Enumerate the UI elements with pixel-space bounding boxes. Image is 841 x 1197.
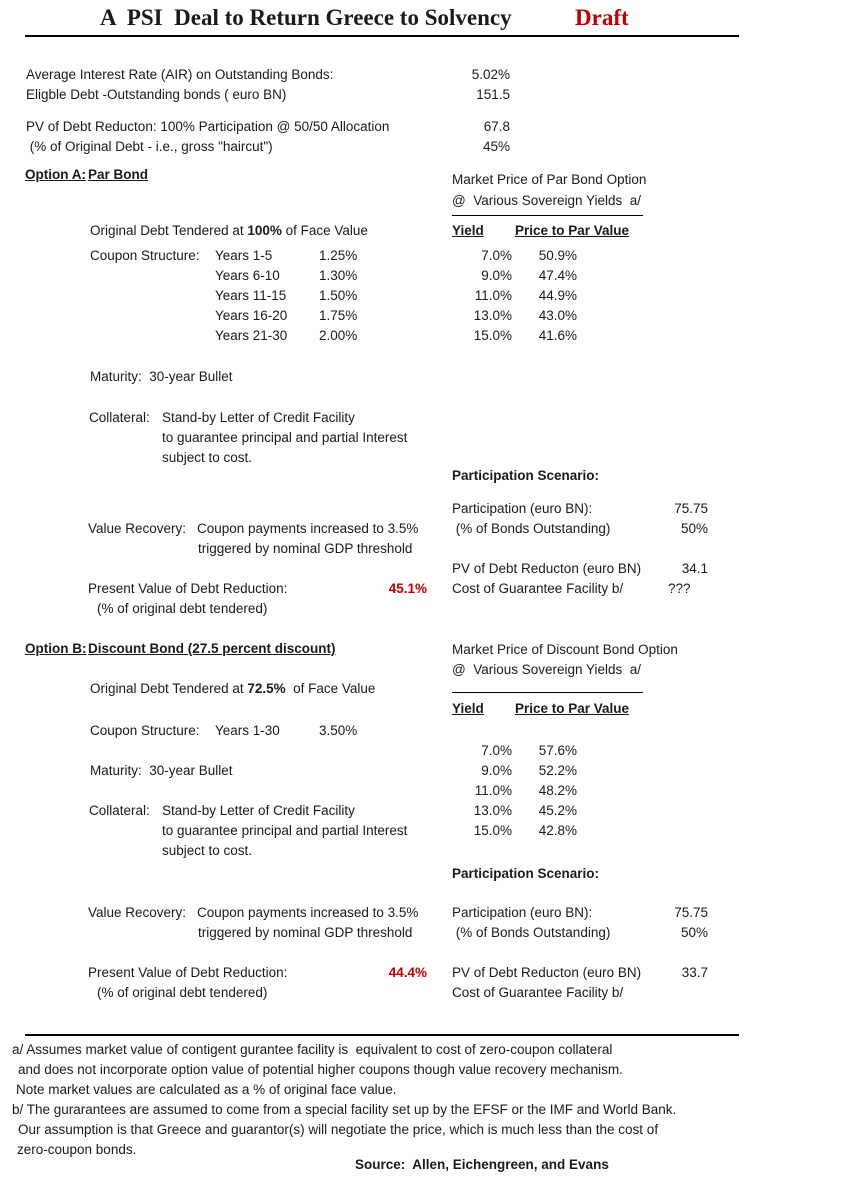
- coupon-years: Years 1-5: [215, 248, 273, 263]
- option-a-value-recovery-label: Value Recovery:: [88, 521, 187, 536]
- coupon-years: Years 1-30: [215, 723, 280, 738]
- option-a-pv-value: 45.1%: [388, 581, 427, 596]
- yield-value: 15.0%: [473, 328, 512, 343]
- participation-label: (% of Bonds Outstanding): [452, 521, 611, 536]
- summary-value-air: 5.02%: [471, 67, 510, 82]
- price-value: 47.4%: [538, 268, 577, 283]
- coupon-rate: 3.50%: [319, 723, 358, 738]
- yield-value: 9.0%: [481, 763, 512, 778]
- value-recovery-line: triggered by nominal GDP threshold: [198, 925, 413, 940]
- yield-value: 13.0%: [473, 803, 512, 818]
- price-value: 45.2%: [538, 803, 577, 818]
- option-b-participation-heading: Participation Scenario:: [452, 866, 600, 881]
- value-recovery-line: Coupon payments increased to 3.5%: [197, 521, 419, 536]
- option-a-price-header: Price to Par Value: [515, 223, 630, 238]
- price-value: 42.8%: [538, 823, 577, 838]
- collateral-line: Stand-by Letter of Credit Facility: [162, 803, 355, 818]
- value-recovery-line: triggered by nominal GDP threshold: [198, 541, 413, 556]
- price-value: 57.6%: [538, 743, 577, 758]
- coupon-rate: 1.30%: [319, 268, 358, 283]
- participation-label: Participation (euro BN):: [452, 905, 593, 920]
- yield-value: 11.0%: [474, 783, 512, 798]
- yield-value: 9.0%: [481, 268, 512, 283]
- summary-value-pv-reduction: 67.8: [483, 119, 510, 134]
- option-b-pv-value: 44.4%: [388, 965, 427, 980]
- participation-value: 50%: [680, 925, 708, 940]
- option-b-market-heading-2: @ Various Sovereign Yields a/: [452, 662, 642, 677]
- option-b-pv-note: (% of original debt tendered): [97, 985, 268, 1000]
- summary-value-eligible-debt: 151.5: [476, 87, 510, 102]
- option-a-maturity-line: Maturity: 30-year Bullet: [90, 369, 233, 384]
- option-b-title: Discount Bond (27.5 percent discount): [88, 641, 336, 656]
- participation-value: ???: [668, 581, 691, 596]
- price-value: 44.9%: [538, 288, 577, 303]
- option-b-pv-label: Present Value of Debt Reduction:: [88, 965, 288, 980]
- option-b-collateral-label: Collateral:: [89, 803, 150, 818]
- coupon-years: Years 16-20: [215, 308, 288, 323]
- option-b-table-rule: [452, 692, 643, 693]
- option-b-maturity-line: Maturity: 30-year Bullet: [90, 763, 233, 778]
- coupon-years: Years 21-30: [215, 328, 288, 343]
- collateral-line: to guarantee principal and partial Interest: [162, 430, 408, 445]
- participation-label: Cost of Guarantee Facility b/: [452, 985, 624, 1000]
- yield-value: 13.0%: [473, 308, 512, 323]
- yield-value: 7.0%: [481, 248, 512, 263]
- option-b-tender-prefix: Original Debt Tendered at: [90, 681, 248, 696]
- option-a-pv-note: (% of original debt tendered): [97, 601, 268, 616]
- draft-badge: Draft: [575, 5, 629, 30]
- footnote-line: Note market values are calculated as a % of original face value.: [16, 1082, 397, 1097]
- participation-value: 75.75: [674, 501, 708, 516]
- title-rule: [25, 35, 739, 37]
- price-value: 52.2%: [538, 763, 577, 778]
- price-value: 43.0%: [538, 308, 577, 323]
- option-a-title: Par Bond: [88, 167, 149, 182]
- option-a-market-heading-1: Market Price of Par Bond Option: [452, 172, 647, 187]
- coupon-rate: 1.25%: [319, 248, 358, 263]
- option-b-coupon-label: Coupon Structure:: [90, 723, 200, 738]
- value-recovery-line: Coupon payments increased to 3.5%: [197, 905, 419, 920]
- option-a-tender-line: [90, 221, 368, 241]
- coupon-rate: 1.50%: [319, 288, 358, 303]
- coupon-years: Years 6-10: [215, 268, 280, 283]
- participation-label: Cost of Guarantee Facility b/: [452, 581, 624, 596]
- option-b-label: Option B:: [25, 641, 87, 656]
- price-value: 41.6%: [538, 328, 577, 343]
- collateral-line: subject to cost.: [162, 843, 253, 858]
- option-a-participation-heading: Participation Scenario:: [452, 468, 600, 483]
- participation-label: (% of Bonds Outstanding): [452, 925, 611, 940]
- participation-value: 34.1: [681, 561, 708, 576]
- option-a-collateral-label: Collateral:: [89, 410, 150, 425]
- price-value: 48.2%: [538, 783, 577, 798]
- participation-value: 33.7: [681, 965, 708, 980]
- coupon-years: Years 11-15: [215, 288, 287, 303]
- option-b-yield-header: Yield: [452, 701, 484, 716]
- footnote-line: b/ The gurarantees are assumed to come from a special facility set up by the EFSF or the IMF and World Bank.: [12, 1102, 677, 1117]
- summary-label-air: Average Interest Rate (AIR) on Outstanding Bonds:: [26, 67, 334, 82]
- option-a-market-heading-2: @ Various Sovereign Yields a/: [452, 193, 642, 208]
- participation-value: 75.75: [674, 905, 708, 920]
- footnote-line: zero-coupon bonds.: [17, 1142, 137, 1157]
- option-a-tender-prefix: Original Debt Tendered at: [90, 223, 248, 238]
- summary-label-haircut: (% of Original Debt - i.e., gross "haircut"): [26, 139, 273, 154]
- option-b-market-heading-1: Market Price of Discount Bond Option: [452, 642, 678, 657]
- footnote-rule: [25, 1034, 739, 1036]
- summary-label-pv-reduction: PV of Debt Reducton: 100% Participation @ 50/50 Allocation: [26, 119, 390, 134]
- option-a-tender-suffix: of Face Value: [281, 223, 368, 238]
- participation-label: Participation (euro BN):: [452, 501, 593, 516]
- option-b-price-header: Price to Par Value: [515, 701, 630, 716]
- price-value: 50.9%: [538, 248, 577, 263]
- report-title: A PSI Deal to Return Greece to Solvency: [100, 5, 512, 30]
- yield-value: 15.0%: [473, 823, 512, 838]
- option-b-tender-suffix: of Face Value: [285, 681, 376, 696]
- participation-label: PV of Debt Reducton (euro BN): [452, 965, 642, 980]
- collateral-line: subject to cost.: [162, 450, 253, 465]
- footnote-line: a/ Assumes market value of contigent gurantee facility is equivalent to cost of zero-coupon collateral: [12, 1042, 613, 1057]
- yield-value: 11.0%: [474, 288, 512, 303]
- participation-label: PV of Debt Reducton (euro BN): [452, 561, 642, 576]
- coupon-rate: 2.00%: [319, 328, 358, 343]
- footnote-line: Our assumption is that Greece and guarantor(s) will negotiate the price, which is much less than the cost of: [18, 1122, 659, 1137]
- yield-value: 7.0%: [481, 743, 512, 758]
- option-a-tender-bold: 100%: [247, 223, 282, 238]
- option-a-coupon-label: Coupon Structure:: [90, 248, 200, 263]
- summary-value-haircut: 45%: [482, 139, 510, 154]
- option-b-value-recovery-label: Value Recovery:: [88, 905, 187, 920]
- option-a-label: Option A:: [25, 167, 86, 182]
- collateral-line: to guarantee principal and partial Interest: [162, 823, 408, 838]
- collateral-line: Stand-by Letter of Credit Facility: [162, 410, 355, 425]
- source-line: Source: Allen, Eichengreen, and Evans: [355, 1157, 609, 1172]
- option-b-tender-bold: 72.5%: [247, 681, 286, 696]
- option-a-pv-label: Present Value of Debt Reduction:: [88, 581, 288, 596]
- participation-value: 50%: [680, 521, 708, 536]
- option-b-tender-line: [90, 679, 375, 699]
- coupon-rate: 1.75%: [319, 308, 358, 323]
- summary-label-eligible-debt: Eligble Debt -Outstanding bonds ( euro BN): [26, 87, 287, 102]
- option-a-table-rule: [452, 215, 643, 216]
- footnote-line: and does not incorporate option value of potential higher coupons though value recovery mechanism.: [18, 1062, 623, 1077]
- option-a-yield-header: Yield: [452, 223, 484, 238]
